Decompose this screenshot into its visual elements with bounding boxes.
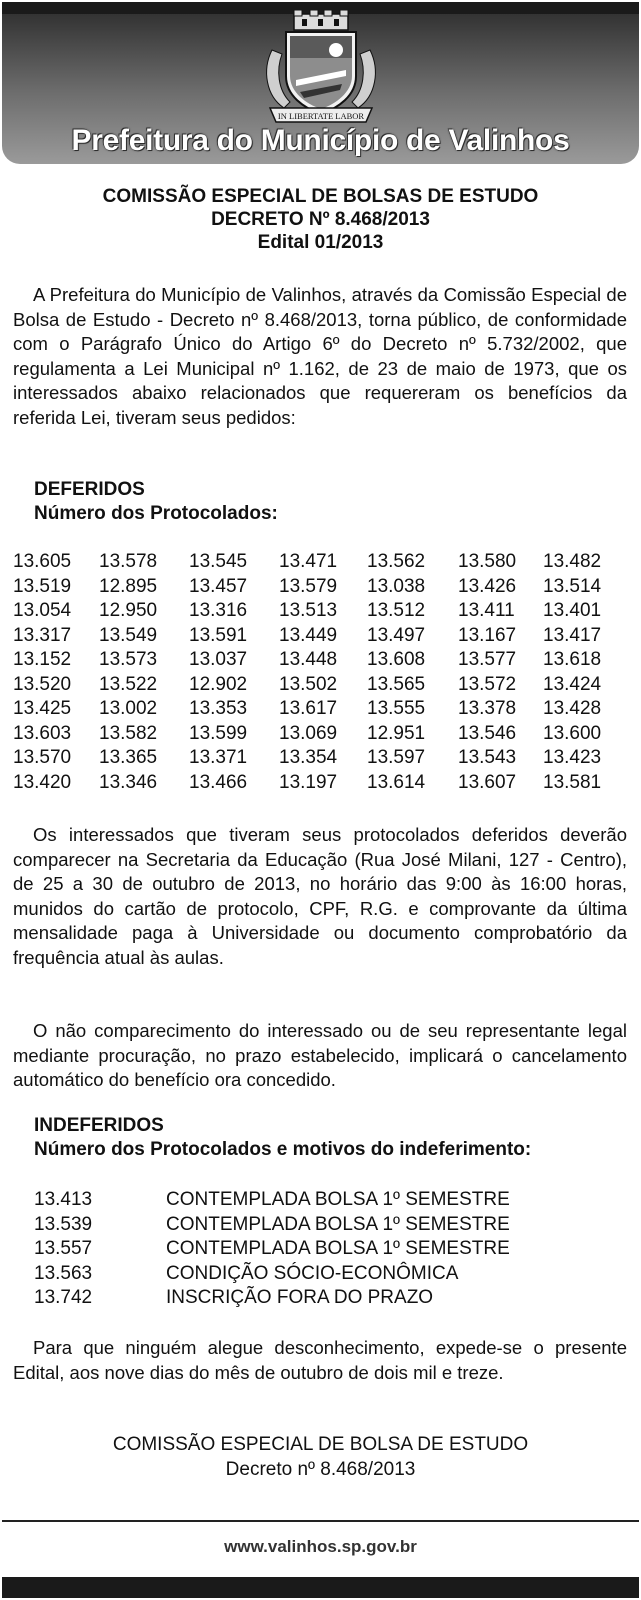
protocol-number: 13.514 bbox=[543, 575, 602, 597]
banner-title: Prefeitura do Município de Valinhos bbox=[71, 124, 570, 157]
signature-line-1: COMISSÃO ESPECIAL DE BOLSA DE ESTUDO bbox=[112, 1434, 529, 1455]
protocol-number: 13.426 bbox=[458, 575, 517, 597]
heading-line-3: Edital 01/2013 bbox=[257, 232, 384, 253]
footer-bar bbox=[2, 1577, 639, 1598]
nao-comparecimento-paragraph bbox=[13, 1019, 627, 1093]
indeferido-number: 13.539 bbox=[34, 1213, 93, 1235]
protocol-number: 13.572 bbox=[458, 673, 517, 695]
protocol-number: 13.603 bbox=[13, 722, 72, 744]
protocol-number: 13.152 bbox=[13, 649, 72, 670]
protocol-number: 13.614 bbox=[367, 771, 426, 793]
nao-comparecimento-text: O não comparecimento do interessado ou de seu representante legal mediante procuração, no prazo estabelecido, implicará o cancelamento automático do benefício ora concedido. bbox=[13, 1020, 627, 1090]
deferidos-number-grid bbox=[13, 550, 613, 795]
protocol-number: 12.902 bbox=[189, 673, 248, 695]
protocol-number: 13.354 bbox=[279, 747, 338, 768]
indeferido-row bbox=[34, 1188, 594, 1213]
deferidos-title-text: DEFERIDOS bbox=[34, 479, 145, 500]
comparecer-text: Os interessados que tiveram seus protocolados deferidos deverão comparecer na Secretaria da Educação (Rua José Milani, 127 - Centro), de 25 a 30 de outubro de 2013, no horário das 9:00 às 16:00 horas, munidos do cartão de protocolo, CPF, R.G. e comprovante da última mensalidade paga à Universidade ou documento comprobatório da frequência atual às aulas. bbox=[13, 824, 627, 968]
protocol-number: 13.502 bbox=[279, 673, 338, 695]
protocol-number: 13.424 bbox=[543, 673, 602, 695]
protocol-number: 13.037 bbox=[189, 649, 248, 670]
protocol-number: 13.365 bbox=[99, 747, 158, 768]
protocol-number: 13.411 bbox=[458, 600, 515, 621]
protocol-number: 13.497 bbox=[367, 624, 426, 646]
protocol-number: 13.581 bbox=[543, 771, 602, 793]
municipal-crest-icon bbox=[260, 10, 382, 128]
indeferido-row bbox=[34, 1262, 594, 1287]
protocol-number: 13.449 bbox=[279, 624, 338, 646]
document-heading bbox=[0, 185, 641, 254]
protocol-number: 13.573 bbox=[99, 649, 158, 670]
signature-block bbox=[0, 1433, 641, 1482]
protocol-number: 13.423 bbox=[543, 747, 602, 768]
protocol-number: 13.579 bbox=[279, 575, 338, 597]
protocol-number: 13.317 bbox=[13, 624, 72, 646]
protocol-number: 13.466 bbox=[189, 771, 248, 793]
protocol-number: 13.069 bbox=[279, 722, 338, 744]
indeferidos-title-text: INDEFERIDOS bbox=[34, 1115, 164, 1136]
protocol-number: 13.546 bbox=[458, 722, 517, 744]
protocol-number: 13.580 bbox=[458, 551, 517, 572]
protocol-number: 13.038 bbox=[367, 575, 426, 597]
indeferido-row bbox=[34, 1237, 594, 1262]
protocol-number: 13.482 bbox=[543, 551, 602, 572]
protocol-number: 13.582 bbox=[99, 722, 158, 744]
protocol-number: 13.600 bbox=[543, 722, 602, 744]
protocol-number: 13.512 bbox=[367, 600, 426, 621]
protocol-number: 13.605 bbox=[13, 551, 72, 572]
protocol-number: 13.599 bbox=[189, 722, 248, 744]
heading-line-2: DECRETO Nº 8.468/2013 bbox=[211, 209, 430, 230]
protocol-number: 12.895 bbox=[99, 575, 158, 597]
footer-divider bbox=[2, 1520, 639, 1522]
indeferido-reason: INSCRIÇÃO FORA DO PRAZO bbox=[166, 1287, 434, 1308]
protocol-number: 12.950 bbox=[99, 600, 158, 621]
protocol-number: 13.316 bbox=[189, 600, 248, 621]
protocol-number: 13.428 bbox=[543, 698, 602, 719]
protocol-number: 13.054 bbox=[13, 600, 72, 621]
indeferido-reason: CONTEMPLADA BOLSA 1º SEMESTRE bbox=[166, 1238, 510, 1259]
protocol-number: 13.425 bbox=[13, 698, 72, 719]
protocol-number: 13.545 bbox=[189, 551, 248, 572]
protocol-number: 13.522 bbox=[99, 673, 158, 695]
deferidos-subtitle: Número dos Protocolados: bbox=[34, 503, 278, 524]
indeferidos-subtitle: Número dos Protocolados e motivos do indeferimento: bbox=[34, 1139, 532, 1160]
protocol-number: 13.555 bbox=[367, 698, 426, 719]
protocol-number: 13.549 bbox=[99, 624, 158, 646]
protocol-number: 13.565 bbox=[367, 673, 426, 695]
indeferido-number: 13.742 bbox=[34, 1287, 93, 1308]
protocol-number: 13.371 bbox=[189, 747, 248, 768]
protocol-number: 13.617 bbox=[279, 698, 338, 719]
indeferido-reason: CONDIÇÃO SÓCIO-ECONÔMICA bbox=[166, 1262, 459, 1284]
indeferido-number: 13.413 bbox=[34, 1189, 93, 1210]
protocol-number: 13.471 bbox=[279, 551, 338, 572]
protocol-number: 13.420 bbox=[13, 771, 72, 793]
protocol-number: 13.457 bbox=[189, 575, 248, 597]
protocol-number: 13.167 bbox=[458, 624, 517, 646]
protocol-number: 13.417 bbox=[543, 624, 602, 646]
header-banner bbox=[2, 2, 639, 164]
protocol-number: 13.448 bbox=[279, 649, 338, 670]
protocol-number: 13.002 bbox=[99, 698, 158, 719]
protocol-number: 13.562 bbox=[367, 551, 426, 572]
protocol-number: 13.591 bbox=[189, 624, 248, 646]
indeferidos-list bbox=[34, 1188, 594, 1311]
comparecer-paragraph bbox=[13, 823, 627, 970]
protocol-number: 13.578 bbox=[99, 551, 158, 572]
deferidos-title bbox=[34, 478, 278, 526]
indeferido-number: 13.557 bbox=[34, 1238, 93, 1259]
intro-text: A Prefeitura do Município de Valinhos, através da Comissão Especial de Bolsa de Estudo - Decreto nº 8.468/2013, torna público, de conformidade com o Parágrafo Único do Artigo 6º do Decreto nº 5.732/2002, que regulamenta a Lei Municipal nº 1.162, de 23 de maio de 1973, que os interessados abaixo relacionados que requereram os benefícios da referida Lei, tiveram seus pedidos: bbox=[13, 284, 627, 428]
indeferido-reason: CONTEMPLADA BOLSA 1º SEMESTRE bbox=[166, 1189, 510, 1210]
signature-line-2: Decreto nº 8.468/2013 bbox=[225, 1458, 416, 1480]
protocol-number: 13.519 bbox=[13, 575, 72, 597]
protocol-number: 13.378 bbox=[458, 698, 517, 719]
protocol-number: 13.618 bbox=[543, 649, 602, 670]
final-paragraph bbox=[13, 1336, 627, 1385]
protocol-number: 13.353 bbox=[189, 698, 248, 719]
protocol-number: 13.401 bbox=[543, 600, 602, 621]
indeferido-number: 13.563 bbox=[34, 1262, 93, 1284]
protocol-number: 13.520 bbox=[13, 673, 72, 695]
intro-paragraph bbox=[13, 283, 627, 430]
final-text: Para que ninguém alegue desconhecimento, expede-se o presente Edital, aos nove dias do mês de outubro de dois mil e treze. bbox=[13, 1337, 627, 1383]
protocol-number: 13.607 bbox=[458, 771, 517, 793]
protocol-number: 13.543 bbox=[458, 747, 517, 768]
heading-line-1: COMISSÃO ESPECIAL DE BOLSAS DE ESTUDO bbox=[102, 186, 539, 207]
indeferidos-title bbox=[34, 1114, 531, 1162]
protocol-number: 13.597 bbox=[367, 747, 426, 768]
protocol-number: 13.577 bbox=[458, 649, 517, 670]
protocol-number: 13.346 bbox=[99, 771, 158, 793]
indeferido-reason: CONTEMPLADA BOLSA 1º SEMESTRE bbox=[166, 1213, 510, 1235]
footer-url[interactable]: www.valinhos.sp.gov.br bbox=[224, 1537, 417, 1556]
protocol-number: 12.951 bbox=[367, 722, 426, 744]
protocol-number: 13.608 bbox=[367, 649, 426, 670]
crest-motto: IN LIBERTATE LABOR bbox=[277, 111, 365, 121]
protocol-number: 13.570 bbox=[13, 747, 72, 768]
protocol-number: 13.197 bbox=[279, 771, 338, 793]
protocol-number: 13.513 bbox=[279, 600, 338, 621]
indeferido-row bbox=[34, 1213, 594, 1238]
indeferido-row bbox=[34, 1286, 594, 1311]
